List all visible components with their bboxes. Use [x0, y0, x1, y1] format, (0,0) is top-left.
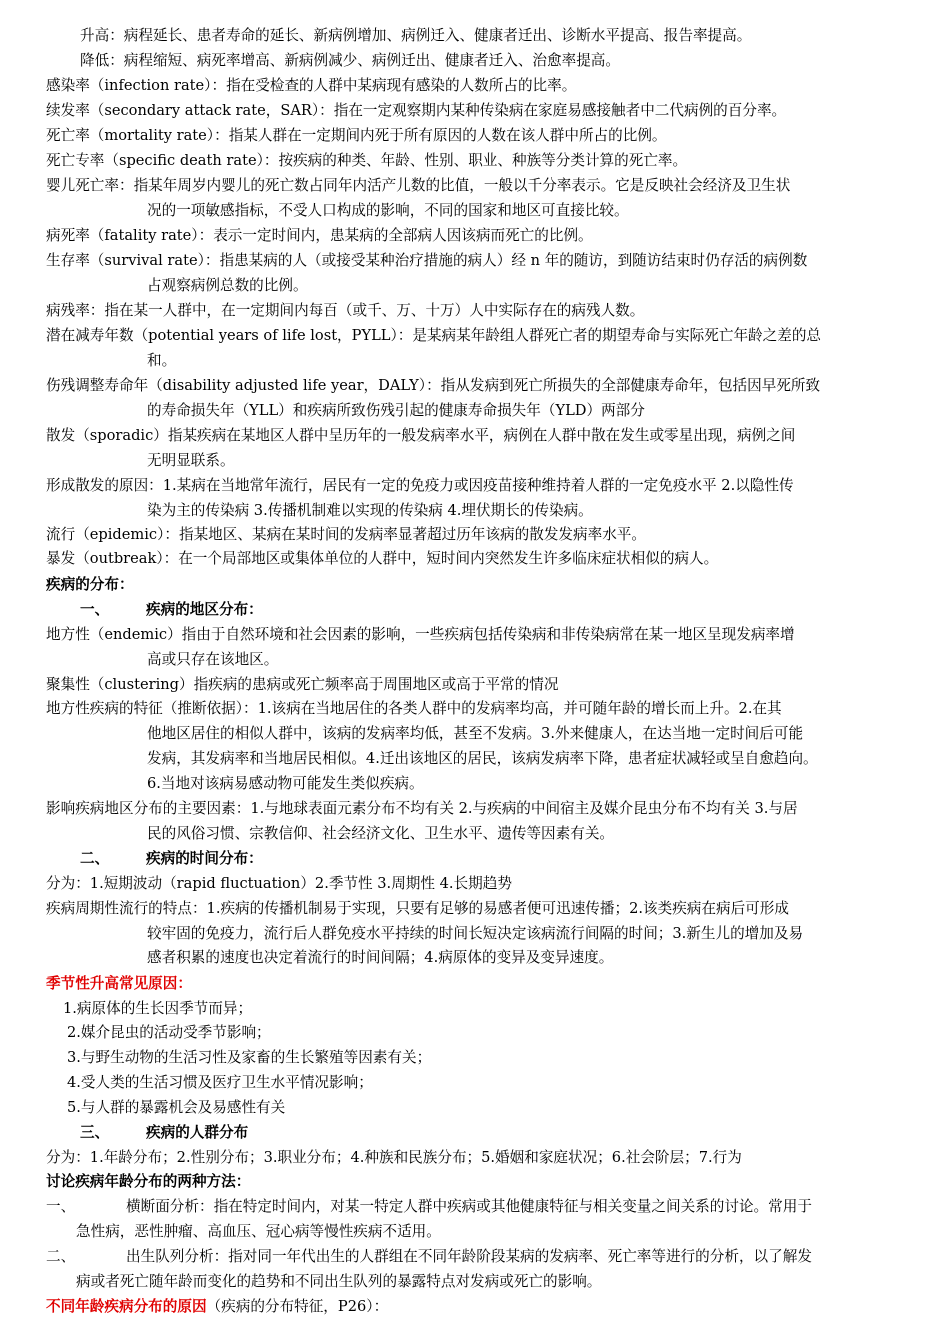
text-line: 续发率（secondary attack rate，SAR）：指在一定观察期内某种传染病在家庭易感接触者中二代病例的百分率。 [46, 102, 787, 119]
highlighted-heading: 季节性升高常见原因： [46, 975, 192, 992]
subsection-number: 二、 [80, 850, 110, 867]
paragraph-number: 一、 [46, 1198, 76, 1215]
numbered-paragraph [46, 1195, 922, 1220]
text-line: 地方性（endemic）指由于自然环境和社会因素的影响，一些疾病包括传染病和非传染病常在某一地区呈现发病率增 [46, 626, 795, 643]
subsection-number: 一、 [80, 601, 110, 618]
text-line: 的寿命损失年（YLL）和疾病所致伤残引起的健康寿命损失年（YLD）两部分 [147, 402, 645, 419]
section-heading: 讨论疾病年龄分布的两种方法： [46, 1173, 251, 1190]
text-line: 感染率（infection rate）：指在受检查的人群中某病现有感染的人数所占的比率。 [46, 77, 577, 94]
text-line: 感者积累的速度也决定着流行的时间间隔；4.病原体的变异及变异速度。 [147, 949, 614, 966]
subsection-heading [80, 1121, 922, 1146]
text-line: 疾病周期性流行的特点：1.疾病的传播机制易于实现，只要有足够的易感者便可迅速传播；2.该类疾病在病后可形成 [46, 900, 789, 917]
text-line: 暴发（outbreak）：在一个局部地区或集体单位的人群中，短时间内突然发生许多临床症状相似的病人。 [46, 550, 719, 567]
text-line: 他地区居住的相似人群中，该病的发病率均低，甚至不发病。3.外来健康人，在达当地一定时间后可能 [147, 725, 804, 742]
section-heading: 疾病的分布： [46, 576, 134, 593]
text-line: 民的风俗习惯、宗教信仰、社会经济文化、卫生水平、遗传等因素有关。 [147, 825, 615, 842]
text-line: 染为主的传染病 3.传播机制难以实现的传染病 4.埋伏期长的传染病。 [147, 502, 593, 519]
mixed-heading-line [46, 1295, 922, 1320]
list-item: 4.受人类的生活习惯及医疗卫生水平情况影响； [67, 1074, 373, 1091]
text-line: 发病，其发病率和当地居民相似。4.迁出该地区的居民，该病发病率下降，患者症状减轻或呈自愈趋向。 [147, 750, 818, 767]
list-item: 5.与人群的暴露机会及易感性有关 [67, 1099, 286, 1116]
subsection-title: 疾病的地区分布： [146, 601, 263, 618]
text-line: 地方性疾病的特征（推断依据）：1.该病在当地居住的各类人群中的发病率均高，并可随年龄的增长而上升。2.在其 [46, 700, 782, 717]
text-line: 况的一项敏感指标，不受人口构成的影响，不同的国家和地区可直接比较。 [147, 202, 629, 219]
text-line: 和。 [147, 352, 177, 369]
paragraph-number: 二、 [46, 1248, 76, 1265]
text-line: 分为：1.短期波动（rapid fluctuation）2.季节性 3.周期性 4.长期趋势 [46, 875, 512, 892]
text-line: 生存率（survival rate）：指患某病的人（或接受某种治疗措施的病人）经 n 年的随访，到随访结束时仍存活的病例数 [46, 252, 808, 269]
list-item: 1.病原体的生长因季节而异； [63, 1000, 253, 1017]
subsection-heading [80, 847, 922, 872]
subsection-number: 三、 [80, 1124, 110, 1141]
text-line: 病或者死亡随年龄而变化的趋势和不同出生队列的暴露特点对发病或死亡的影响。 [76, 1273, 602, 1290]
text-line: 占观察病例总数的比例。 [147, 277, 308, 294]
text-line: 急性病，恶性肿瘤、高血压、冠心病等慢性疾病不适用。 [76, 1223, 441, 1240]
text-line: 聚集性（clustering）指疾病的患病或死亡频率高于周围地区或高于平常的情况 [46, 676, 559, 693]
text-line: 病残率：指在某一人群中，在一定期间内每百（或千、万、十万）人中实际存在的病残人数。 [46, 302, 645, 319]
text-line: 死亡专率（specific death rate）：按疾病的种类、年龄、性别、职业、种族等分类计算的死亡率。 [46, 152, 688, 169]
subsection-title: 疾病的时间分布： [146, 850, 263, 867]
text-line: 病死率（fatality rate）：表示一定时间内，患某病的全部病人因该病而死亡的比例。 [46, 227, 593, 244]
text-line: 潜在减寿年数（potential years of life lost，PYLL）：是某病某年龄组人群死亡者的期望寿命与实际死亡年龄之差的总 [46, 327, 822, 344]
text-line: 伤残调整寿命年（disability adjusted life year，DALY）：指从发病到死亡所损失的全部健康寿命年，包括因早死所致 [46, 377, 821, 394]
text-line: 死亡率（mortality rate）：指某人群在一定期间内死于所有原因的人数在该人群中所占的比例。 [46, 127, 667, 144]
text-line: 较牢固的免疫力，流行后人群免疫水平持续的时间长短决定该病流行间隔的时间；3.新生儿的增加及易 [147, 925, 804, 942]
numbered-paragraph [46, 1245, 922, 1270]
text-line: 婴儿死亡率：指某年周岁内婴儿的死亡数占同年内活产儿数的比值，一般以千分率表示。它是反映社会经济及卫生状 [46, 177, 791, 194]
text-line: 高或只存在该地区。 [147, 651, 279, 668]
subsection-title: 疾病的人群分布 [146, 1124, 249, 1141]
text-line: 降低：病程缩短、病死率增高、新病例减少、病例迁出、健康者迁入、治愈率提高。 [80, 52, 620, 69]
text-line: 分为：1.年龄分布；2.性别分布；3.职业分布；4.种族和民族分布；5.婚姻和家庭状况；6.社会阶层；7.行为 [46, 1149, 742, 1166]
text-line: 无明显联系。 [147, 452, 235, 469]
text-line: 流行（epidemic）：指某地区、某病在某时间的发病率显著超过历年该病的散发发病率水平。 [46, 526, 646, 543]
subsection-heading [80, 598, 922, 623]
text-line: 6.当地对该病易感动物可能发生类似疾病。 [147, 775, 424, 792]
heading-note: （疾病的分布特征，P26）： [206, 1298, 389, 1315]
paragraph-text: 横断面分析：指在特定时间内，对某一特定人群中疾病或其他健康特征与相关变量之间关系的讨论。常用于 [126, 1198, 812, 1215]
highlighted-heading: 不同年龄疾病分布的原因 [46, 1298, 207, 1315]
text-line: 升高：病程延长、患者寿命的延长、新病例增加、病例迁入、健康者迁出、诊断水平提高、报告率提高。 [80, 27, 752, 44]
text-line: 散发（sporadic）指某疾病在某地区人群中呈历年的一般发病率水平，病例在人群中散在发生或零星出现，病例之间 [46, 427, 796, 444]
list-item: 3.与野生动物的生活习性及家畜的生长繁殖等因素有关； [67, 1049, 432, 1066]
text-line: 影响疾病地区分布的主要因素：1.与地球表面元素分布不均有关 2.与疾病的中间宿主及媒介昆虫分布不均有关 3.与居 [46, 800, 798, 817]
paragraph-text: 出生队列分析：指对同一年代出生的人群组在不同年龄阶段某病的发病率、死亡率等进行的分析，以了解发 [126, 1248, 812, 1265]
list-item: 2.媒介昆虫的活动受季节影响； [67, 1024, 271, 1041]
text-line: 形成散发的原因：1.某病在当地常年流行，居民有一定的免疫力或因疫苗接种维持着人群的一定免疫水平 2.以隐性传 [46, 477, 794, 494]
